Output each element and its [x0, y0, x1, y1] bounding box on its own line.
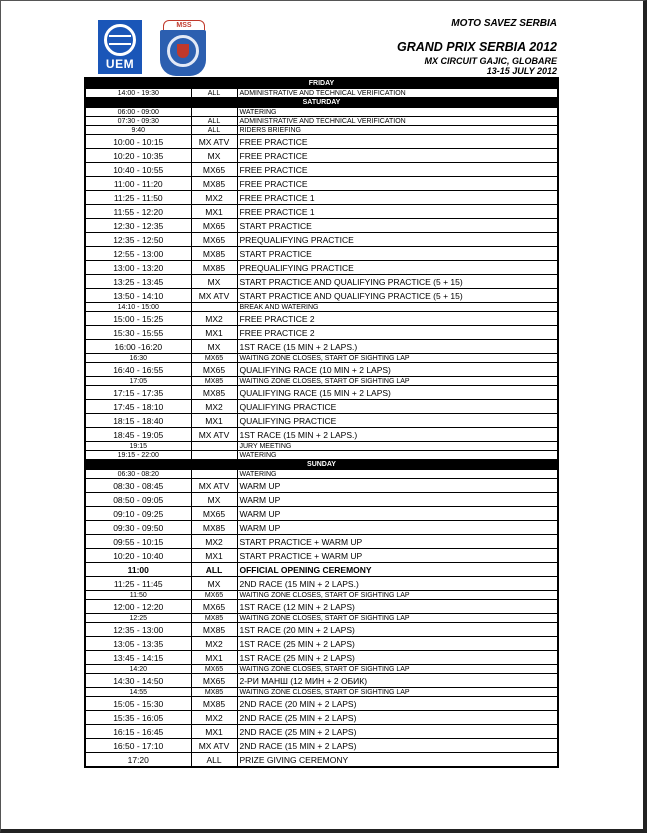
schedule-row — [85, 149, 558, 163]
schedule-event-cell: QUALIFYING PRACTICE — [237, 414, 558, 428]
schedule-event-cell: WAITING ZONE CLOSES, START OF SIGHTING LAP — [237, 591, 558, 600]
schedule-event-cell: FREE PRACTICE 2 — [237, 326, 558, 340]
schedule-time-cell: 11:00 — [85, 563, 191, 577]
mss-shield-icon — [160, 30, 206, 76]
schedule-time-cell: 18:15 - 18:40 — [85, 414, 191, 428]
schedule-row — [85, 428, 558, 442]
schedule-class-cell: ALL — [191, 117, 237, 126]
schedule-event-cell: PRIZE GIVING CEREMONY — [237, 753, 558, 768]
schedule-event-cell: WAITING ZONE CLOSES, START OF SIGHTING LAP — [237, 614, 558, 623]
schedule-event-cell: 2ND RACE (25 MIN + 2 LAPS) — [237, 725, 558, 739]
schedule-event-cell: WATERING — [237, 108, 558, 117]
schedule-event-cell: FREE PRACTICE — [237, 163, 558, 177]
schedule-event-cell: PREQUALIFYING PRACTICE — [237, 233, 558, 247]
schedule-time-cell: 12:55 - 13:00 — [85, 247, 191, 261]
schedule-event-cell: RIDERS BRIEFING — [237, 126, 558, 135]
schedule-time-cell: 11:50 — [85, 591, 191, 600]
schedule-time-cell: 13:05 - 13:35 — [85, 637, 191, 651]
schedule-event-cell: 2ND RACE (15 MIN + 2 LAPS.) — [237, 577, 558, 591]
schedule-row — [85, 312, 558, 326]
schedule-row — [85, 739, 558, 753]
schedule-event-cell: BREAK AND WATERING — [237, 303, 558, 312]
schedule-class-cell: MX65 — [191, 219, 237, 233]
schedule-body — [85, 78, 558, 767]
schedule-class-cell: MX — [191, 493, 237, 507]
schedule-row — [85, 163, 558, 177]
schedule-row — [85, 135, 558, 149]
schedule-time-cell: 15:00 - 15:25 — [85, 312, 191, 326]
schedule-class-cell: MX — [191, 577, 237, 591]
schedule-class-cell: MX — [191, 275, 237, 289]
schedule-row — [85, 470, 558, 479]
schedule-class-cell: MX ATV — [191, 428, 237, 442]
schedule-row — [85, 725, 558, 739]
schedule-row — [85, 177, 558, 191]
schedule-time-cell: 11:25 - 11:50 — [85, 191, 191, 205]
schedule-class-cell: MX85 — [191, 623, 237, 637]
schedule-time-cell: 10:00 - 10:15 — [85, 135, 191, 149]
schedule-class-cell: MX1 — [191, 651, 237, 665]
schedule-row — [85, 261, 558, 275]
schedule-time-cell: 16:40 - 16:55 — [85, 363, 191, 377]
schedule-class-cell: ALL — [191, 563, 237, 577]
schedule-event-cell: 1ST RACE (25 MIN + 2 LAPS) — [237, 651, 558, 665]
schedule-row — [85, 563, 558, 577]
uem-logo — [98, 20, 142, 74]
schedule-time-cell: 17:45 - 18:10 — [85, 400, 191, 414]
schedule-time-cell: 12:35 - 13:00 — [85, 623, 191, 637]
schedule-row — [85, 651, 558, 665]
schedule-class-cell: MX2 — [191, 400, 237, 414]
schedule-event-cell: 2-РИ МАНШ (12 МИН + 2 ОБИК) — [237, 674, 558, 688]
day-header-label: FRIDAY — [85, 78, 558, 89]
schedule-class-cell: MX1 — [191, 414, 237, 428]
day-header-row — [85, 78, 558, 89]
uem-logo-text: UEM — [105, 57, 135, 71]
schedule-row — [85, 363, 558, 377]
schedule-time-cell: 07:30 - 09:30 — [85, 117, 191, 126]
schedule-event-cell: 1ST RACE (15 MIN + 2 LAPS.) — [237, 340, 558, 354]
schedule-row — [85, 674, 558, 688]
schedule-row — [85, 442, 558, 451]
schedule-time-cell: 06:30 - 08:20 — [85, 470, 191, 479]
schedule-time-cell: 16:00 -16:20 — [85, 340, 191, 354]
schedule-class-cell: MX85 — [191, 261, 237, 275]
schedule-class-cell: MX65 — [191, 674, 237, 688]
schedule-row — [85, 340, 558, 354]
schedule-time-cell: 12:35 - 12:50 — [85, 233, 191, 247]
schedule-table — [84, 77, 559, 768]
schedule-event-cell: OFFICIAL OPENING CEREMONY — [237, 563, 558, 577]
event-title: GRAND PRIX SERBIA 2012 — [397, 40, 557, 54]
schedule-class-cell: ALL — [191, 126, 237, 135]
schedule-row — [85, 753, 558, 768]
organizer-name: MOTO SAVEZ SERBIA — [451, 18, 557, 29]
schedule-time-cell: 16:15 - 16:45 — [85, 725, 191, 739]
schedule-row — [85, 326, 558, 340]
schedule-time-cell: 10:20 - 10:35 — [85, 149, 191, 163]
schedule-class-cell: MX85 — [191, 247, 237, 261]
mss-logo-banner: MSS — [163, 20, 205, 32]
schedule-time-cell: 13:50 - 14:10 — [85, 289, 191, 303]
schedule-event-cell: ADMINISTRATIVE AND TECHNICAL VERIFICATION — [237, 117, 558, 126]
event-dates: 13-15 JULY 2012 — [486, 66, 557, 76]
schedule-class-cell: MX2 — [191, 711, 237, 725]
schedule-time-cell: 15:05 - 15:30 — [85, 697, 191, 711]
schedule-class-cell: MX85 — [191, 177, 237, 191]
schedule-time-cell: 09:10 - 09:25 — [85, 507, 191, 521]
schedule-row — [85, 535, 558, 549]
schedule-event-cell: 1ST RACE (20 MIN + 2 LAPS) — [237, 623, 558, 637]
schedule-class-cell: MX1 — [191, 326, 237, 340]
schedule-time-cell: 06:00 - 09:00 — [85, 108, 191, 117]
uem-rings-icon — [104, 24, 136, 56]
day-header-row — [85, 98, 558, 108]
schedule-time-cell: 18:45 - 19:05 — [85, 428, 191, 442]
schedule-class-cell: MX65 — [191, 507, 237, 521]
schedule-event-cell: 1ST RACE (25 MIN + 2 LAPS) — [237, 637, 558, 651]
schedule-event-cell: ADMINISTRATIVE AND TECHNICAL VERIFICATION — [237, 89, 558, 98]
schedule-class-cell: MX1 — [191, 725, 237, 739]
schedule-row — [85, 354, 558, 363]
schedule-row — [85, 591, 558, 600]
schedule-time-cell: 14:20 — [85, 665, 191, 674]
schedule-row — [85, 665, 558, 674]
day-header-row — [85, 460, 558, 470]
schedule-event-cell: START PRACTICE AND QUALIFYING PRACTICE (5 + 15) — [237, 275, 558, 289]
schedule-time-cell: 17:15 - 17:35 — [85, 386, 191, 400]
schedule-row — [85, 577, 558, 591]
schedule-time-cell: 10:40 - 10:55 — [85, 163, 191, 177]
schedule-event-cell: JURY MEETING — [237, 442, 558, 451]
schedule-time-cell: 10:20 - 10:40 — [85, 549, 191, 563]
schedule-row — [85, 126, 558, 135]
schedule-event-cell: WAITING ZONE CLOSES, START OF SIGHTING LAP — [237, 354, 558, 363]
schedule-event-cell: FREE PRACTICE — [237, 149, 558, 163]
schedule-class-cell — [191, 451, 237, 460]
schedule-event-cell: FREE PRACTICE — [237, 177, 558, 191]
schedule-time-cell: 08:30 - 08:45 — [85, 479, 191, 493]
schedule-class-cell: MX65 — [191, 665, 237, 674]
schedule-class-cell: MX ATV — [191, 135, 237, 149]
schedule-time-cell: 14:55 — [85, 688, 191, 697]
schedule-event-cell: FREE PRACTICE 1 — [237, 191, 558, 205]
schedule-event-cell: WAITING ZONE CLOSES, START OF SIGHTING LAP — [237, 688, 558, 697]
event-venue: MX CIRCUIT GAJIC, GLOBARE — [424, 56, 557, 66]
schedule-row — [85, 219, 558, 233]
schedule-class-cell: MX1 — [191, 549, 237, 563]
schedule-row — [85, 623, 558, 637]
schedule-row — [85, 275, 558, 289]
schedule-time-cell: 17:20 — [85, 753, 191, 768]
schedule-row — [85, 451, 558, 460]
schedule-time-cell: 17:05 — [85, 377, 191, 386]
schedule-time-cell: 16:30 — [85, 354, 191, 363]
schedule-row — [85, 386, 558, 400]
schedule-event-cell: FREE PRACTICE 2 — [237, 312, 558, 326]
day-header-label: SATURDAY — [85, 98, 558, 108]
schedule-row — [85, 414, 558, 428]
schedule-time-cell: 13:25 - 13:45 — [85, 275, 191, 289]
schedule-event-cell: 2ND RACE (20 MIN + 2 LAPS) — [237, 697, 558, 711]
schedule-event-cell: QUALIFYING RACE (15 MIN + 2 LAPS) — [237, 386, 558, 400]
schedule-class-cell: MX65 — [191, 600, 237, 614]
schedule-event-cell: 2ND RACE (15 MIN + 2 LAPS) — [237, 739, 558, 753]
schedule-row — [85, 688, 558, 697]
schedule-class-cell: ALL — [191, 89, 237, 98]
schedule-row — [85, 108, 558, 117]
schedule-row — [85, 303, 558, 312]
schedule-row — [85, 711, 558, 725]
schedule-time-cell: 11:55 - 12:20 — [85, 205, 191, 219]
schedule-event-cell: START PRACTICE + WARM UP — [237, 549, 558, 563]
schedule-event-cell: 1ST RACE (15 MIN + 2 LAPS.) — [237, 428, 558, 442]
schedule-class-cell: MX2 — [191, 535, 237, 549]
schedule-row — [85, 377, 558, 386]
schedule-row — [85, 697, 558, 711]
schedule-time-cell: 14:00 - 19:30 — [85, 89, 191, 98]
schedule-row — [85, 289, 558, 303]
schedule-row — [85, 233, 558, 247]
schedule-row — [85, 521, 558, 535]
schedule-row — [85, 493, 558, 507]
schedule-class-cell — [191, 442, 237, 451]
schedule-class-cell: MX65 — [191, 591, 237, 600]
schedule-event-cell: QUALIFYING PRACTICE — [237, 400, 558, 414]
schedule-row — [85, 247, 558, 261]
schedule-time-cell: 16:50 - 17:10 — [85, 739, 191, 753]
schedule-row — [85, 479, 558, 493]
schedule-row — [85, 549, 558, 563]
schedule-row — [85, 600, 558, 614]
schedule-time-cell: 09:55 - 10:15 — [85, 535, 191, 549]
schedule-event-cell: WARM UP — [237, 479, 558, 493]
schedule-class-cell: MX2 — [191, 637, 237, 651]
schedule-time-cell: 13:45 - 14:15 — [85, 651, 191, 665]
schedule-class-cell: MX65 — [191, 354, 237, 363]
schedule-time-cell: 11:00 - 11:20 — [85, 177, 191, 191]
schedule-event-cell: START PRACTICE — [237, 247, 558, 261]
schedule-class-cell: MX85 — [191, 697, 237, 711]
schedule-time-cell: 19:15 - 22:00 — [85, 451, 191, 460]
schedule-event-cell: WARM UP — [237, 493, 558, 507]
schedule-class-cell: MX — [191, 149, 237, 163]
schedule-event-cell: WAITING ZONE CLOSES, START OF SIGHTING LAP — [237, 665, 558, 674]
schedule-class-cell: MX ATV — [191, 289, 237, 303]
schedule-row — [85, 89, 558, 98]
schedule-time-cell: 14:10 - 15:00 — [85, 303, 191, 312]
schedule-event-cell: PREQUALIFYING PRACTICE — [237, 261, 558, 275]
schedule-row — [85, 614, 558, 623]
schedule-class-cell: MX2 — [191, 312, 237, 326]
schedule-time-cell: 13:00 - 13:20 — [85, 261, 191, 275]
schedule-time-cell: 15:35 - 16:05 — [85, 711, 191, 725]
schedule-time-cell: 9:40 — [85, 126, 191, 135]
schedule-row — [85, 117, 558, 126]
schedule-row — [85, 400, 558, 414]
day-header-label: SUNDAY — [85, 460, 558, 470]
schedule-class-cell: ALL — [191, 753, 237, 768]
schedule-class-cell: MX85 — [191, 386, 237, 400]
schedule-row — [85, 191, 558, 205]
schedule-time-cell: 12:30 - 12:35 — [85, 219, 191, 233]
schedule-event-cell: WARM UP — [237, 507, 558, 521]
schedule-event-cell: FREE PRACTICE — [237, 135, 558, 149]
schedule-time-cell: 12:00 - 12:20 — [85, 600, 191, 614]
moto-savez-serbia-logo — [160, 20, 206, 76]
schedule-event-cell: WATERING — [237, 470, 558, 479]
schedule-class-cell: MX65 — [191, 363, 237, 377]
schedule-class-cell: MX85 — [191, 614, 237, 623]
schedule-class-cell: MX ATV — [191, 739, 237, 753]
schedule-class-cell: MX85 — [191, 521, 237, 535]
schedule-class-cell: MX85 — [191, 377, 237, 386]
schedule-time-cell: 15:30 - 15:55 — [85, 326, 191, 340]
schedule-event-cell: WARM UP — [237, 521, 558, 535]
schedule-row — [85, 507, 558, 521]
schedule-class-cell: MX2 — [191, 191, 237, 205]
schedule-row — [85, 205, 558, 219]
schedule-class-cell: MX65 — [191, 163, 237, 177]
schedule-class-cell: MX1 — [191, 205, 237, 219]
schedule-time-cell: 09:30 - 09:50 — [85, 521, 191, 535]
schedule-class-cell: MX ATV — [191, 479, 237, 493]
schedule-time-cell: 19:15 — [85, 442, 191, 451]
schedule-class-cell — [191, 303, 237, 312]
schedule-event-cell: 2ND RACE (25 MIN + 2 LAPS) — [237, 711, 558, 725]
schedule-class-cell: MX — [191, 340, 237, 354]
schedule-event-cell: START PRACTICE — [237, 219, 558, 233]
schedule-event-cell: WAITING ZONE CLOSES, START OF SIGHTING LAP — [237, 377, 558, 386]
schedule-event-cell: FREE PRACTICE 1 — [237, 205, 558, 219]
schedule-event-cell: QUALIFYING RACE (10 MIN + 2 LAPS) — [237, 363, 558, 377]
schedule-time-cell: 14:30 - 14:50 — [85, 674, 191, 688]
schedule-time-cell: 11:25 - 11:45 — [85, 577, 191, 591]
schedule-class-cell — [191, 108, 237, 117]
schedule-event-cell: START PRACTICE + WARM UP — [237, 535, 558, 549]
schedule-class-cell — [191, 470, 237, 479]
schedule-time-cell: 08:50 - 09:05 — [85, 493, 191, 507]
schedule-event-cell: START PRACTICE AND QUALIFYING PRACTICE (5 + 15) — [237, 289, 558, 303]
schedule-class-cell: MX85 — [191, 688, 237, 697]
schedule-time-cell: 12:25 — [85, 614, 191, 623]
schedule-class-cell: MX65 — [191, 233, 237, 247]
schedule-row — [85, 637, 558, 651]
schedule-event-cell: 1ST RACE (12 MIN + 2 LAPS) — [237, 600, 558, 614]
schedule-event-cell: WATERING — [237, 451, 558, 460]
